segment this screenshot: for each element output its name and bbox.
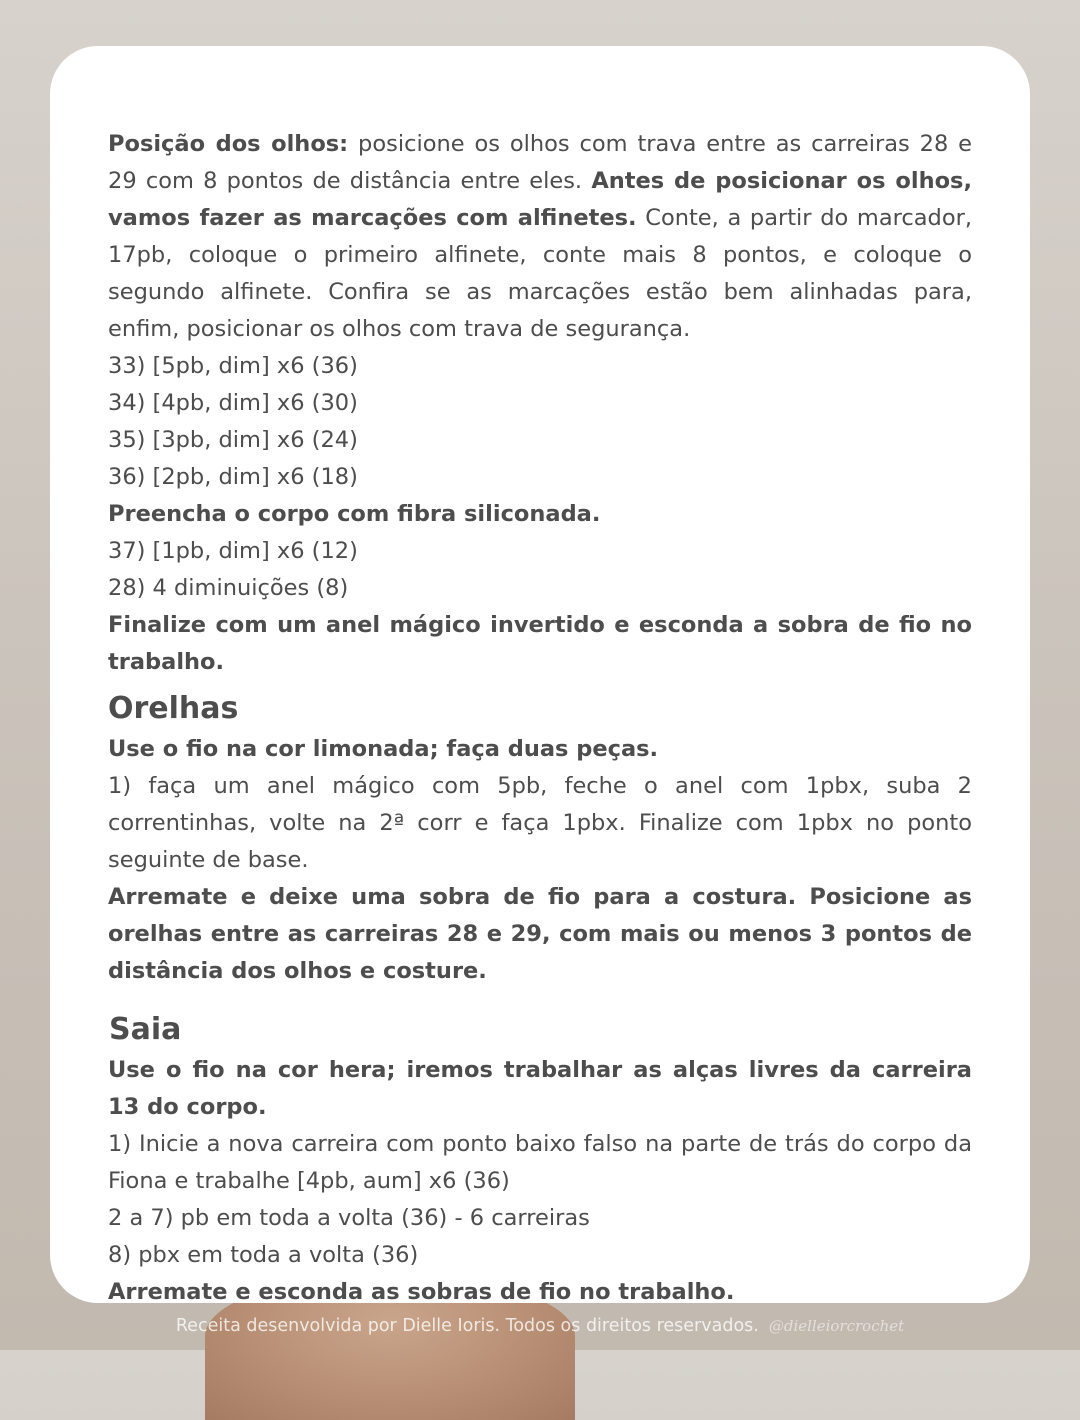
saia-step-2: 2 a 7) pb em toda a volta (36) - 6 carreiras <box>108 1205 590 1231</box>
recipe-card <box>50 46 1030 1303</box>
orelhas-step-1: 1) faça um anel mágico com 5pb, feche o anel com 1pbx, suba 2 correntinhas, volte na 2ª corr e faça 1pbx. Finalize com 1pbx no ponto seguinte de base. <box>108 773 972 873</box>
eyes-position-bold-note: Antes de posicionar os olhos, vamos fazer as marcações com alfinetes. <box>108 168 972 231</box>
eyes-position-instructions: Conte, a partir do marcador, 17pb, coloque o primeiro alfinete, conte mais 8 pontos, e coloque o segundo alfinete. Confira se as marcações estão bem alinhadas para, enfim, posicionar os olhos com trava de segurança. <box>108 205 972 342</box>
eyes-position-text: posicione os olhos com trava entre as carreiras 28 e 29 com 8 pontos de distância entre eles. <box>108 131 972 194</box>
row-33: 33) [5pb, dim] x6 (36) <box>108 353 358 379</box>
fill-body-note: Preencha o corpo com fibra siliconada. <box>108 501 601 527</box>
row-34: 34) [4pb, dim] x6 (30) <box>108 390 358 416</box>
eyes-position-paragraph <box>108 126 972 348</box>
author-signature: @dielleiorcrochet <box>768 1317 905 1335</box>
saia-step-1: 1) Inicie a nova carreira com ponto baixo falso na parte de trás do corpo da Fiona e trabalhe [4pb, aum] x6 (36) <box>108 1131 972 1194</box>
row-28: 28) 4 diminuições (8) <box>108 575 349 601</box>
section-title-orelhas: Orelhas <box>108 691 239 726</box>
footer-credit-text: Receita desenvolvida por Dielle Ioris. Todos os direitos reservados. <box>175 1316 759 1336</box>
orelhas-yarn-note: Use o fio na cor limonada; faça duas peças. <box>108 736 659 762</box>
footer-credit <box>0 1316 1080 1336</box>
finish-body-note: Finalize com um anel mágico invertido e esconda a sobra de fio no trabalho. <box>108 612 972 675</box>
orelhas-finish-note: Arremate e deixe uma sobra de fio para a costura. Posicione as orelhas entre as carreiras 28 e 29, com mais ou menos 3 pontos de distância dos olhos e costure. <box>108 884 972 984</box>
row-37: 37) [1pb, dim] x6 (12) <box>108 538 358 564</box>
row-35: 35) [3pb, dim] x6 (24) <box>108 427 358 453</box>
eyes-position-label: Posição dos olhos: <box>108 131 349 157</box>
section-title-saia: Saia <box>109 1012 182 1047</box>
saia-step-3: 8) pbx em toda a volta (36) <box>108 1242 419 1268</box>
saia-finish-note: Arremate e esconda as sobras de fio no trabalho. <box>108 1279 735 1305</box>
row-36: 36) [2pb, dim] x6 (18) <box>108 464 358 490</box>
saia-yarn-note: Use o fio na cor hera; iremos trabalhar as alças livres da carreira 13 do corpo. <box>108 1057 972 1120</box>
